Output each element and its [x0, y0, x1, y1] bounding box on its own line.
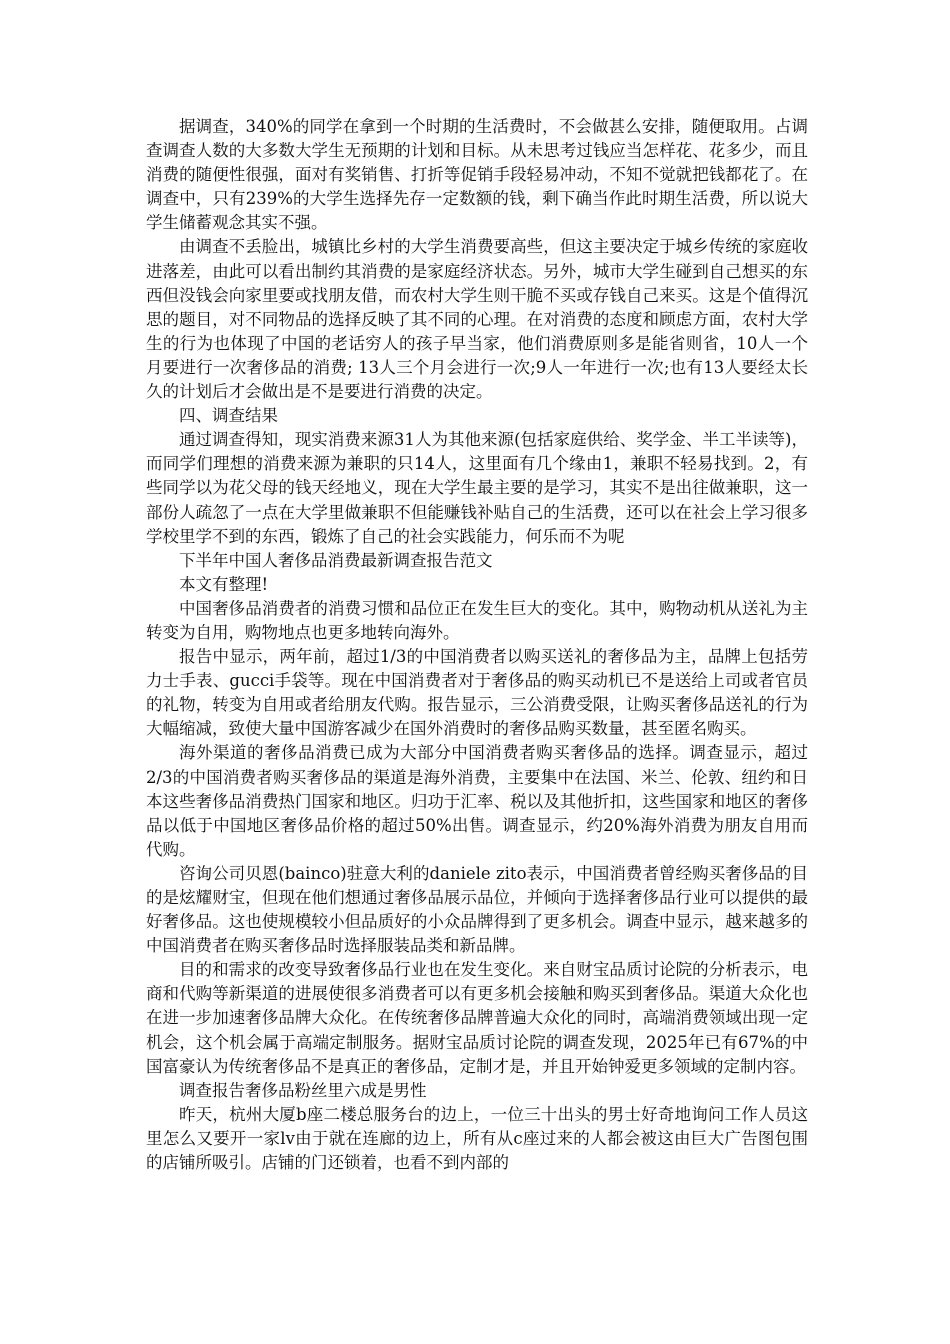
- paragraph-hangzhou-store: 昨天，杭州大厦b座二楼总服务台的边上，一位三十出头的男士好奇地询问工作人员这里怎么又要开一家lv由于就在连廊的边上，所有从c座过来的人都会被这由巨大广告图包围的店铺所吸引。店铺的门还锁着，也看不到内部的: [146, 1104, 808, 1173]
- paragraph-urban-rural-spending: 由调查不丢脸出，城镇比乡村的大学生消费要高些，但这主要决定于城乡传统的家庭收进落差，由此可以看出制约其消费的是家庭经济状态。另外，城市大学生碰到自己想买的东西但没钱会向家里要或找朋友借，而农村大学生则干脆不买或存钱自己来买。这是个值得沉思的题目，对不同物品的选择反映了其不同的心理。在对消费的态度和顾虑方面，农村大学生的行为也体现了中国的老话穷人的孩子早当家，他们消费原则多是能省则省，10人一个月要进行一次奢侈品的消费; 13人三个月会进行一次;9人一年进行一次;也有13人要经太长久的计划后才会做出是不是要进行消费的决定。: [146, 237, 808, 402]
- section-heading-results: 四、调查结果: [179, 406, 278, 426]
- article-title: 下半年中国人奢侈品消费最新调查报告范文: [179, 550, 493, 570]
- paragraph-gift-motivation: 报告中显示，两年前，超过1/3的中国消费者以购买送礼的奢侈品为主，品牌上包括劳力士手表、gucci手袋等。现在中国消费者对于奢侈品的购买动机已不是送给上司或者官员的礼物，转变为自用或者给朋友代购。报告显示，三公消费受限，让购买奢侈品送礼的行为大幅缩减，致使大量中国游客减少在国外消费时的奢侈品购买数量，甚至匿名购买。: [146, 647, 808, 739]
- paragraph-consumption-shift: 中国奢侈品消费者的消费习惯和品位正在发生巨大的变化。其中，购物动机从送礼为主转变为自用，购物地点也更多地转向海外。: [146, 598, 808, 642]
- paragraph-savings-habits: 据调查，340%的同学在拿到一个时期的生活费时，不会做甚么安排，随便取用。占调查调查人数的大多数大学生无预期的计划和目标。从未思考过钱应当怎样花、花多少，而且消费的随便性很强，面对有奖销售、打折等促销手段轻易冲动，不知不觉就把钱都花了。在调查中，只有239%的大学生选择先存一定数额的钱，剩下确当作此时期生活费，所以说大学生储蓄观念其实不强。: [146, 117, 808, 233]
- subheading-male-fans: 调查报告奢侈品粉丝里六成是男性: [179, 1080, 427, 1100]
- paragraph-industry-change: 目的和需求的改变导致奢侈品行业也在发生变化。来自财宝品质讨论院的分析表示，电商和代购等新渠道的进展使很多消费者可以有更多机会接触和购买到奢侈品。渠道大众化也在进一步加速奢侈品牌大众化。在传统奢侈品牌普遍大众化的同时，高端消费领域出现一定机会，这个机会属于高端定制服务。据财宝品质讨论院的调查发现，2025年已有67%的中国富豪认为传统奢侈品不是真正的奢侈品，定制才是，并且开始钟爱更多领域的定制内容。: [146, 960, 808, 1076]
- paragraph-bain-consulting: 咨询公司贝恩(bainco)驻意大利的daniele zito表示，中国消费者曾经购买奢侈品的目的是炫耀财宝，但现在他们想通过奢侈品展示品位，并倾向于选择奢侈品行业可以提供的最好奢侈品。这也使规模较小但品质好的小众品牌得到了更多机会。调查中显示，越来越多的中国消费者在购买奢侈品时选择服装品类和新品牌。: [146, 863, 808, 956]
- paragraph-overseas-channels: 海外渠道的奢侈品消费已成为大部分中国消费者购买奢侈品的选择。调查显示，超过2/3的中国消费者购买奢侈品的渠道是海外消费，主要集中在法国、米兰、伦敦、纽约和日本这些奢侈品消费热门国家和地区。归功于汇率、税以及其他折扣，这些国家和地区的奢侈品以低于中国地区奢侈品价格的超过50%出售。调查显示，约20%海外消费为朋友自用而代购。: [146, 743, 808, 859]
- paragraph-survey-results: 通过调查得知，现实消费来源31人为其他来源(包括家庭供给、奖学金、半工半读等)，而同学们理想的消费来源为兼职的只14人，这里面有几个缘由1，兼职不轻易找到。2，有些同学以为花父母的钱天经地义，现在大学生最主要的是学习，其实不是出往做兼职，这一部份人疏忽了一点在大学里做兼职不但能赚钱补贴自己的生活费，还可以在社会上学习很多学校里学不到的东西，锻炼了自己的社会实践能力，何乐而不为呢: [146, 430, 808, 546]
- article-note: 本文有整理!: [179, 574, 269, 594]
- document-body: [146, 115, 808, 1175]
